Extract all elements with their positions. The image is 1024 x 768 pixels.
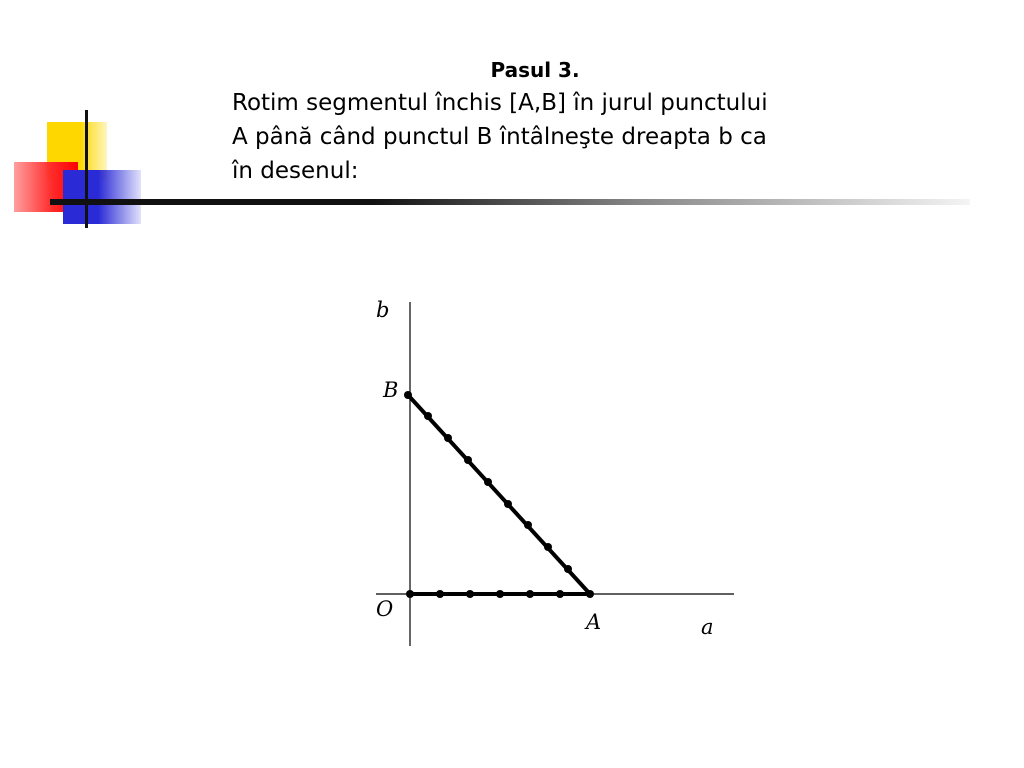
point xyxy=(484,478,492,486)
points-on-BA xyxy=(404,391,572,573)
point xyxy=(464,456,472,464)
point xyxy=(406,590,414,598)
point xyxy=(424,412,432,420)
point xyxy=(586,590,594,598)
point xyxy=(556,590,564,598)
point xyxy=(436,590,444,598)
point xyxy=(496,590,504,598)
point xyxy=(404,391,412,399)
slide-title: Pasul 3. xyxy=(490,58,580,82)
label-point-B: B xyxy=(383,378,399,402)
point xyxy=(544,543,552,551)
label-line-a: a xyxy=(701,615,714,639)
point xyxy=(466,590,474,598)
point xyxy=(524,521,532,529)
point xyxy=(444,434,452,442)
point xyxy=(504,500,512,508)
label-point-O: O xyxy=(376,597,394,621)
point xyxy=(526,590,534,598)
segment-BA xyxy=(408,395,590,594)
point xyxy=(564,565,572,573)
label-point-A: A xyxy=(586,610,602,634)
label-line-b: b xyxy=(376,298,390,322)
slide-body-text: Rotim segmentul închis [A,B] în jurul punctului A până când punctul B întâlneşte dreapta b ca în desenul: xyxy=(232,90,768,184)
